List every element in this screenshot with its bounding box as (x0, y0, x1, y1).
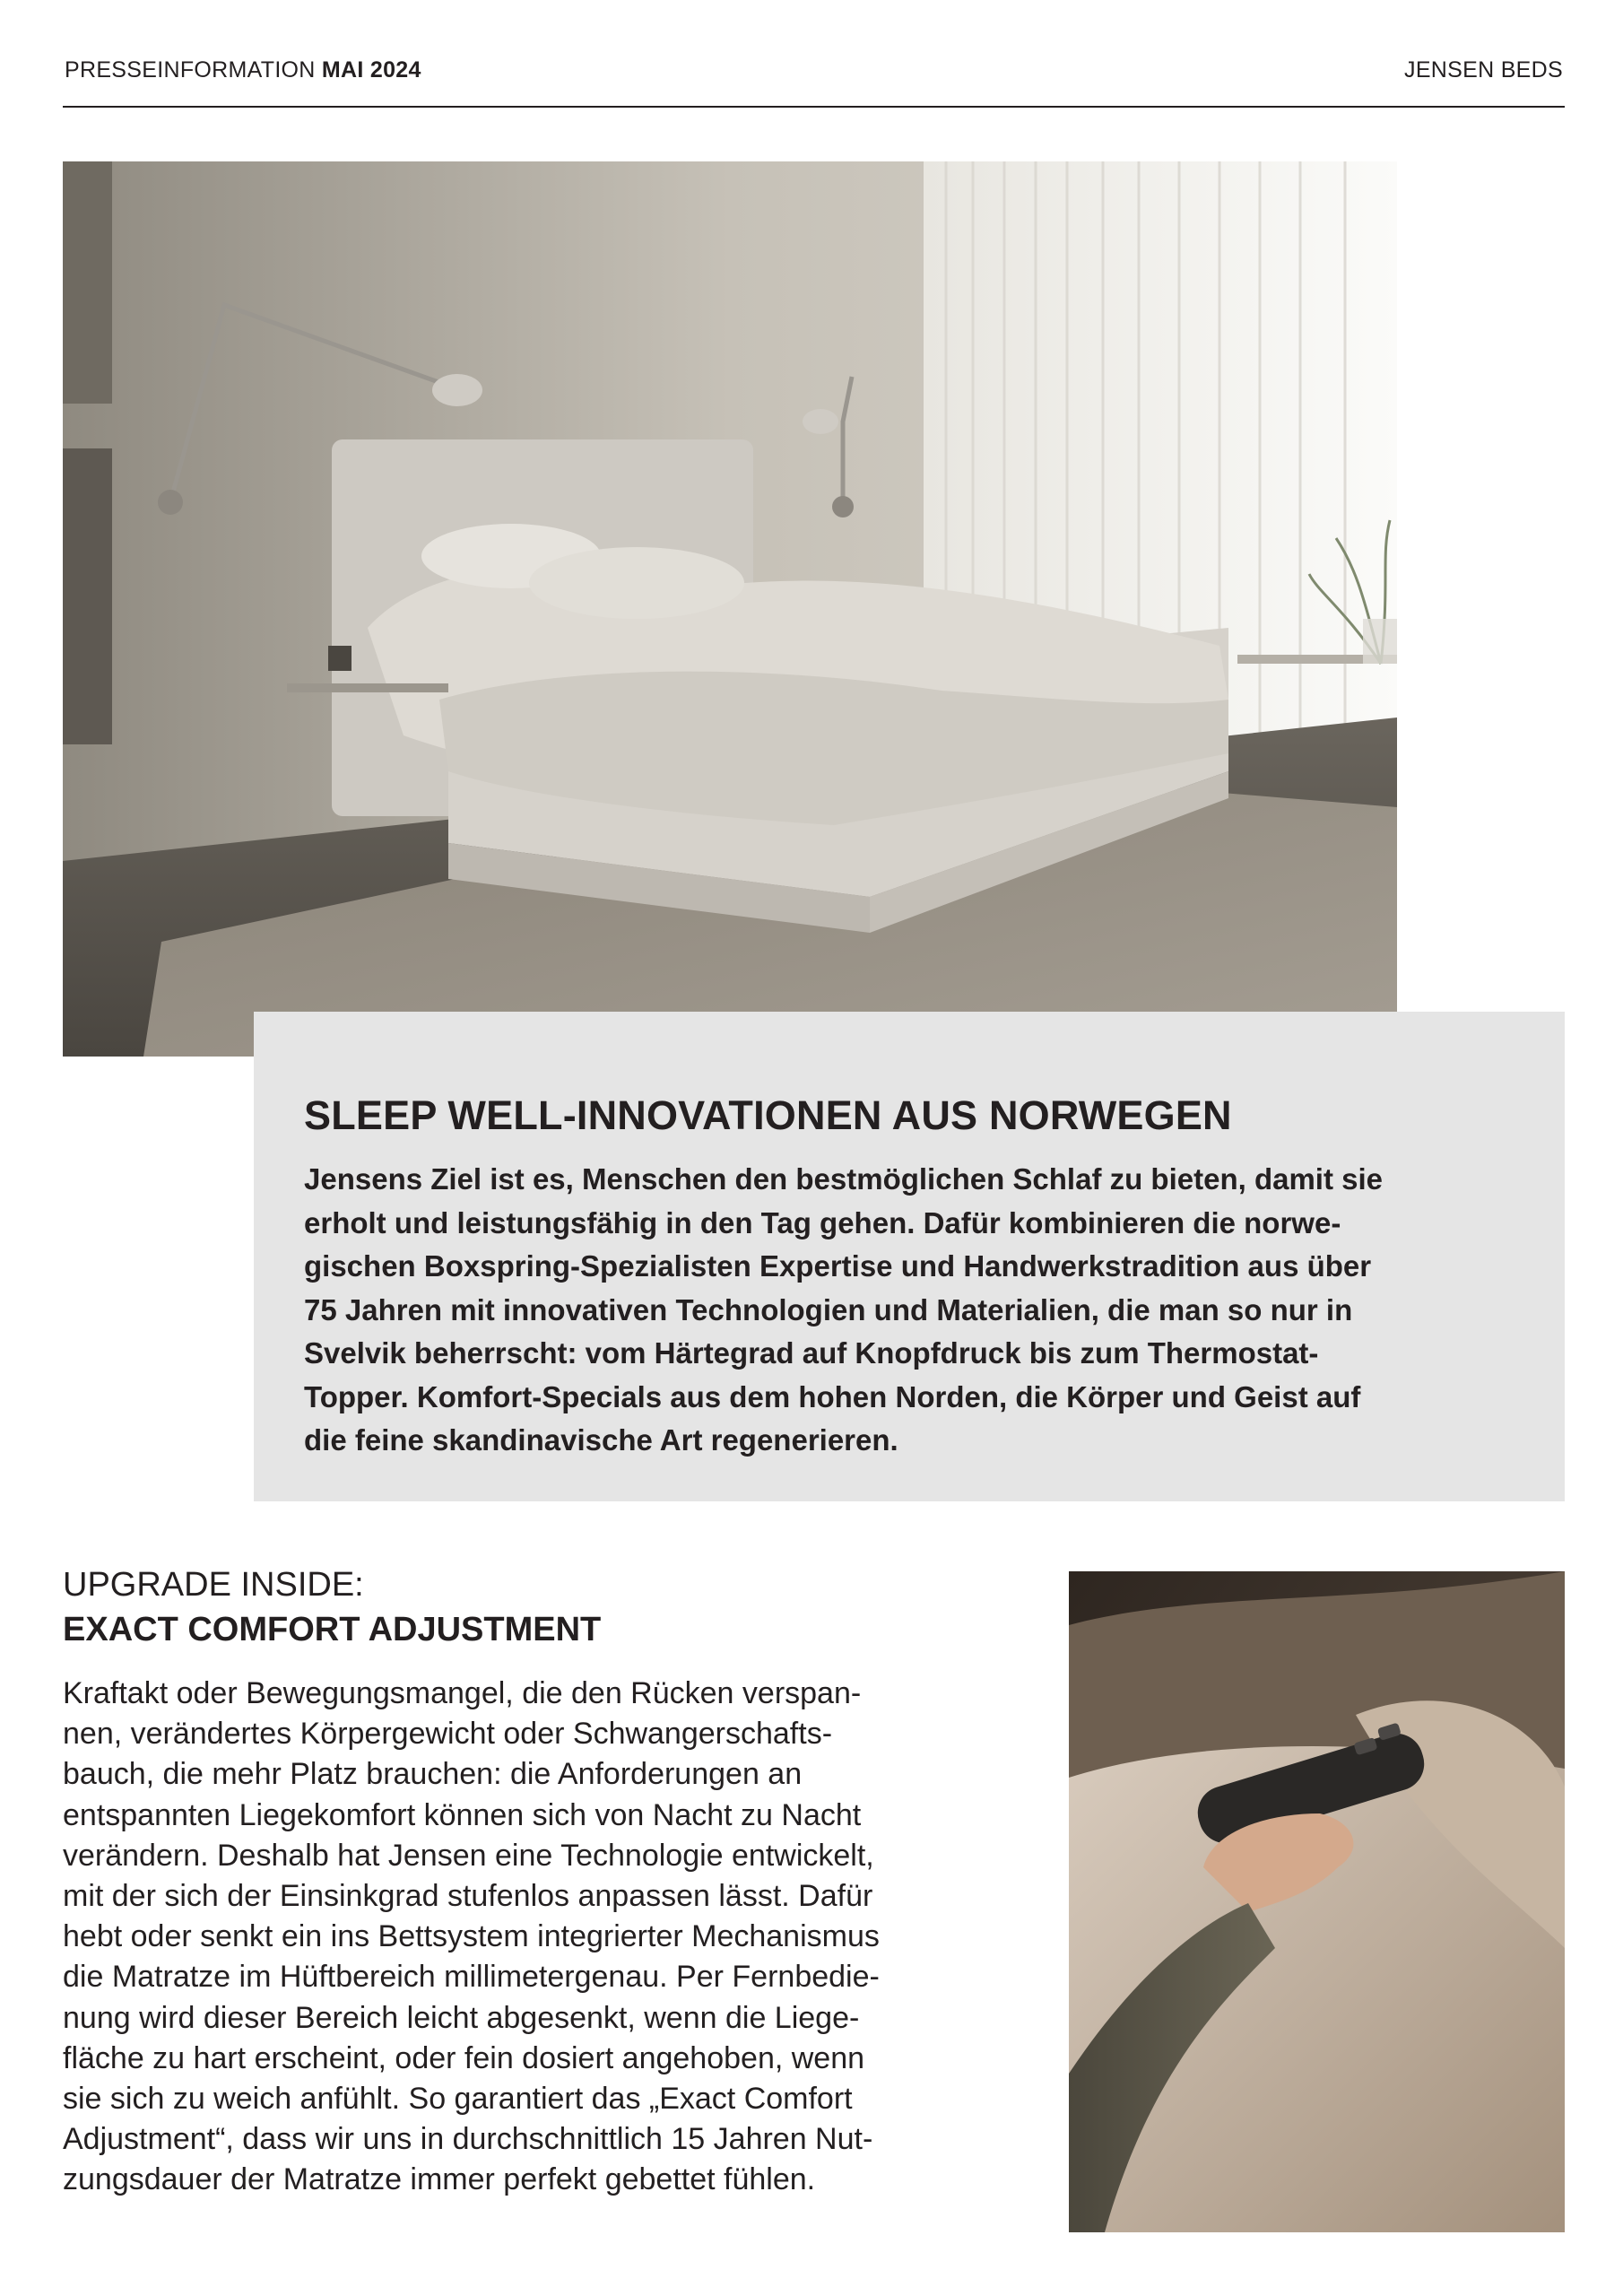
body-line: verändern. Deshalb hat Jensen eine Technologie entwickelt, (63, 1838, 874, 1873)
body-line: die Matratze im Hüftbereich millimetergenau. Per Fernbedie- (63, 1960, 880, 1995)
section-title (63, 1562, 601, 1652)
callout-line: gischen Boxspring-Spezialisten Expertise und Handwerkstradition aus über (304, 1249, 1372, 1283)
body-line: mit der sich der Einsinkgrad stufenlos anpassen lässt. Dafür (63, 1879, 873, 1914)
intro-callout (254, 1012, 1565, 1501)
body-line: bauch, die mehr Platz brauchen: die Anforderungen an (63, 1757, 803, 1792)
header-press-text: PRESSEINFORMATION (65, 57, 316, 83)
callout-line: Svelvik beherrscht: vom Härtegrad auf Knopfdruck bis zum Thermostat- (304, 1336, 1319, 1370)
page-header (63, 54, 1565, 108)
callout-line: Jensens Ziel ist es, Menschen den bestmöglichen Schlaf zu bieten, damit sie (304, 1162, 1384, 1196)
body-line: hebt oder senkt ein ins Bettsystem integrierter Mechanismus (63, 1919, 880, 1954)
body-line: Adjustment“, dass wir uns in durchschnittlich 15 Jahren Nut- (63, 2122, 873, 2157)
bedroom-illustration (63, 161, 1397, 1057)
remote-photo (1069, 1571, 1565, 2232)
body-line: nung wird dieser Bereich leicht abgesenkt, wenn die Liege- (63, 2000, 860, 2035)
body-line: sie sich zu weich anfühlt. So garantiert das „Exact Comfort (63, 2082, 853, 2117)
hero-photo (63, 161, 1397, 1057)
header-date: MAI 2024 (321, 57, 421, 83)
callout-line: die feine skandinavische Art regenerieren. (304, 1423, 898, 1457)
header-press-label (65, 57, 421, 83)
body-line: nen, verändertes Körpergewicht oder Schwangerschafts- (63, 1717, 833, 1752)
callout-line: 75 Jahren mit innovativen Technologien und Materialien, die man so nur in (304, 1292, 1353, 1326)
body-line: entspannten Liegekomfort können sich von Nacht zu Nacht (63, 1797, 862, 1832)
body-line: zungsdauer der Matratze immer perfekt gebettet fühlen. (63, 2162, 816, 2197)
remote-illustration (1069, 1571, 1565, 2232)
section-title-line-1: UPGRADE INSIDE: (63, 1566, 364, 1604)
callout-line: erholt und leistungsfähig in den Tag gehen. Dafür kombinieren die norwe- (304, 1205, 1341, 1239)
callout-paragraph (304, 1158, 1532, 1463)
callout-line: Topper. Komfort-Specials aus dem hohen Norden, die Körper und Geist auf (304, 1379, 1361, 1413)
section-title-line-2: EXACT COMFORT ADJUSTMENT (63, 1611, 602, 1648)
body-line: fläche zu hart erscheint, oder fein dosiert angehoben, wenn (63, 2040, 865, 2075)
body-line: Kraftakt oder Bewegungsmangel, die den Rücken verspan- (63, 1676, 862, 1710)
header-brand: JENSEN BEDS (1404, 57, 1563, 83)
callout-heading: SLEEP WELL-INNOVATIONEN AUS NORWEGEN (304, 1092, 1232, 1138)
section-body (63, 1674, 1040, 2201)
